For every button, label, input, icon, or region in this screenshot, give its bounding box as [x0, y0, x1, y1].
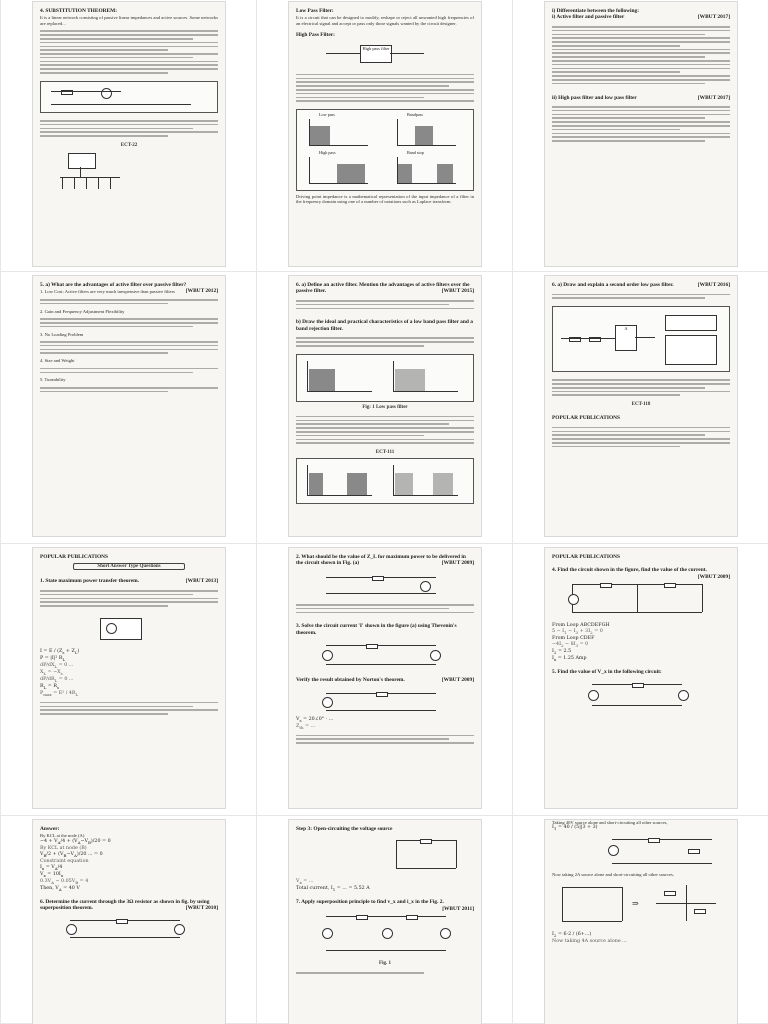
thumbnail-cell-9	[512, 544, 768, 816]
thumb-heading: Low Pass Filter:	[296, 8, 334, 14]
circuit-figure	[552, 835, 730, 869]
thumbnail-cell-6	[512, 272, 768, 544]
thumb-footer-text: Driving point impedance is a mathematical representation of the input impedance of a filter in the frequency domain using one of a number of notations such as Laplace transform.	[296, 194, 474, 205]
thumb-question-3: Verify the result obtained by Norton's theorem. [WBUT 2009]	[296, 677, 474, 684]
thumbnail-cell-10	[0, 816, 256, 1024]
open-circuit-figure	[296, 836, 474, 876]
thumbnail-cell-1	[0, 0, 256, 272]
page-thumbnail-7[interactable]	[33, 548, 225, 808]
page-thumbnail-6[interactable]	[545, 276, 737, 536]
thumb-question: Now taking 2A source alone and short-circuiting all other sources,	[552, 872, 674, 878]
circuit-b-figure	[296, 640, 474, 668]
circuit-c-figure	[296, 688, 474, 714]
thumb-item-2: 2. Gain and Frequency Adjustment Flexibility	[40, 308, 125, 314]
thumb-heading: i) Differentiate between the following: i) Active filter and passive filter [WBUT 2017]	[552, 8, 730, 21]
figure-caption: Fig. 1	[379, 960, 391, 966]
vx-circuit-figure	[552, 679, 730, 709]
text-lines	[33, 26, 225, 78]
page-thumbnail-8[interactable]	[289, 548, 481, 808]
thumb-heading: Taking 40V source alone and short-circuiting all other sources,	[552, 820, 668, 825]
thumb-question-2: ii) High pass filter and low pass filter [WBUT 2017]	[552, 94, 730, 101]
circuit-figure	[40, 81, 218, 113]
filter-block-figure: High pass filter	[296, 43, 474, 67]
thumb-item-5: 5. Tuneability	[40, 377, 66, 383]
thumb-footer: ECT-111	[375, 450, 395, 456]
popular-publications: POPULAR PUBLICATIONS	[552, 415, 621, 422]
thumbnail-cell-5	[256, 272, 512, 544]
thumbnail-cell-3	[512, 0, 768, 272]
thumb-heading: 2. What should be the value of Z_L for maximum power to be delivered in the circuit shown in Fig. (a) [WBUT 2009]	[296, 554, 474, 567]
page-thumbnail-1[interactable]	[33, 2, 225, 266]
superposition-circuit-figure	[40, 915, 218, 941]
thumbnail-cell-7	[0, 544, 256, 816]
thumb-question-2: 3. Solve the circuit current 'I' shown in the figure (a) using Thevenin's theorem.	[296, 623, 457, 636]
thumb-heading: 1. State maximum power transfer theorem. [WBUT 2013]	[40, 578, 218, 585]
page-thumbnail-2[interactable]	[289, 2, 481, 266]
thumb-item-3: 3. No Loading Problem	[40, 331, 84, 337]
mesh-circuit-figure	[552, 578, 730, 620]
label-bandpass: Bandpass	[407, 112, 424, 118]
network-figure	[40, 151, 218, 195]
label-band-stop: Band stop	[407, 150, 424, 156]
page-thumbnail-12[interactable]	[545, 820, 737, 1024]
thumb-heading: Step 3: Open-circuiting the voltage source	[296, 826, 393, 832]
thumb-heading: 4. Find the circuit shown in the figure, find the value of the current. [WBUT 2009]	[552, 567, 730, 580]
circuit-a-figure	[296, 571, 474, 597]
thumb-heading: 6. a) Define an active filter. Mention the advantages of active filters over the passive filter. [WBUT 2015]	[296, 282, 474, 295]
band-reject-figure	[296, 458, 474, 504]
page-thumbnail-10[interactable]	[33, 820, 225, 1024]
page-thumbnail-11[interactable]	[289, 820, 481, 1024]
page-thumbnail-5[interactable]	[289, 276, 481, 536]
thumb-body: It is a linear network consisting of passive linear impedances and active sources. Some networks are replaced...	[40, 15, 218, 26]
formula-block: $-4 + V_A/4 + (V_A-V_B)/20 = 0$ By KCL at node (B) $V_B/2 + (V_B-V_A)/20$ ... = 0 Constraint equation $I_x = V_A/4$ $V_x = 10I_x$ $0.3V_A - 0.05V_B = 4$ Then, $V_A = 40$ V	[40, 838, 111, 892]
thumbnail-cell-2	[256, 0, 512, 272]
popular-publications: POPULAR PUBLICATIONS	[552, 554, 621, 560]
thumb-subheading: High Pass Filter:	[296, 32, 335, 39]
op-amp-circuit-figure: A	[552, 306, 730, 372]
thumb-sub: By KCL at the node (A)	[40, 833, 85, 839]
label-low-pass: Low pass	[319, 112, 335, 118]
delta-network-figure: ⇒	[552, 881, 730, 929]
formula-block: $I = E / (Z_s + Z_L)$ P = |I|² $R_L$ $dP/dX_L = 0$ ... $X_L = -X_s$ $dP/dR_L = 0$ ... $R_L = R_s$ $P_{max} = E^2 / 4R_L$	[40, 648, 80, 697]
thumb-heading: 5. a) What are the advantages of active filter over passive filter? [WBUT 2012]	[40, 282, 218, 295]
page-thumbnail-9[interactable]	[545, 548, 737, 808]
thumbnail-cell-12	[512, 816, 768, 1024]
thumb-heading: 4. SUBSTITUTION THEOREM:	[40, 8, 118, 14]
figure-caption: Fig: 1 Low pass filter	[362, 404, 408, 410]
formula-block: $I_1 = 40 / (5||3 + 3)$	[552, 825, 598, 832]
page-thumbnail-3[interactable]	[545, 2, 737, 266]
section-banner: Short Answer Type Questions	[73, 563, 185, 570]
label-high-pass: High pass	[319, 150, 336, 156]
thumb-question: 7. Apply superposition principle to find v_x and i_x in the Fig. 2. [WBUT 2011]	[296, 899, 474, 912]
filter-response-figure	[296, 109, 474, 191]
filter-characteristics-figure	[296, 354, 474, 402]
thumb-subheading: b) Draw the ideal and practical characteristics of a low band pass filter and a band rejection filter.	[296, 319, 473, 332]
formula-block: $V_x$ = ... Total current, $I_1$ = ... = 5.52 A	[296, 879, 370, 893]
thumb-heading: 6. a) Draw and explain a second order low pass filter. [WBUT 2016]	[552, 282, 730, 288]
thumbnail-cell-11	[256, 816, 512, 1024]
popular-publications: POPULAR PUBLICATIONS	[40, 554, 109, 560]
fig1-circuit	[296, 910, 474, 958]
thumb-footer: ECT-118	[631, 402, 651, 408]
page-thumbnail-4[interactable]	[33, 276, 225, 536]
thumb-heading: Answer:	[40, 826, 60, 832]
thumbnail-cell-8	[256, 544, 512, 816]
thumb-question: 6. Determine the current through the 3Ω resistor as shown in fig. by using superposition theorem. [WBUT 2010]	[40, 898, 218, 911]
formula-block: $V_s$ = 20∠0° · ... $Z_{th}$ = ...	[296, 716, 334, 730]
thumb-item-4: 4. Size and Weight	[40, 358, 75, 364]
thumb-footer: ECT-22	[120, 142, 138, 148]
circuit-figure	[40, 614, 218, 646]
formula-block-2: $I_2 = 6\cdot 2 / (6+...)$ Now taking 4A source alone ...	[552, 931, 627, 944]
thumbnail-cell-4	[0, 272, 256, 544]
thumb-item-1: 1. Low Cost: Active filters are very much inexpensive than passive filters	[40, 289, 175, 295]
thumb-question-2: 5. Find the value of V_x in the following circuit:	[552, 668, 662, 675]
formula-block: From Loop ABCDEFGH $5 - I_1 - I_3 + 3I_2 = 0$ From Loop CDEF $-4I_2 - 8I_3 = 0$ $I_2 = 2.5$ $I_x = 1.25$ Amp	[552, 622, 610, 662]
thumb-body: It is a circuit that can be designed to modify, reshape or reject all unwanted high frequencies of an electrical signal and accept or pass only those signals wanted by the circuit designer.	[296, 15, 474, 26]
